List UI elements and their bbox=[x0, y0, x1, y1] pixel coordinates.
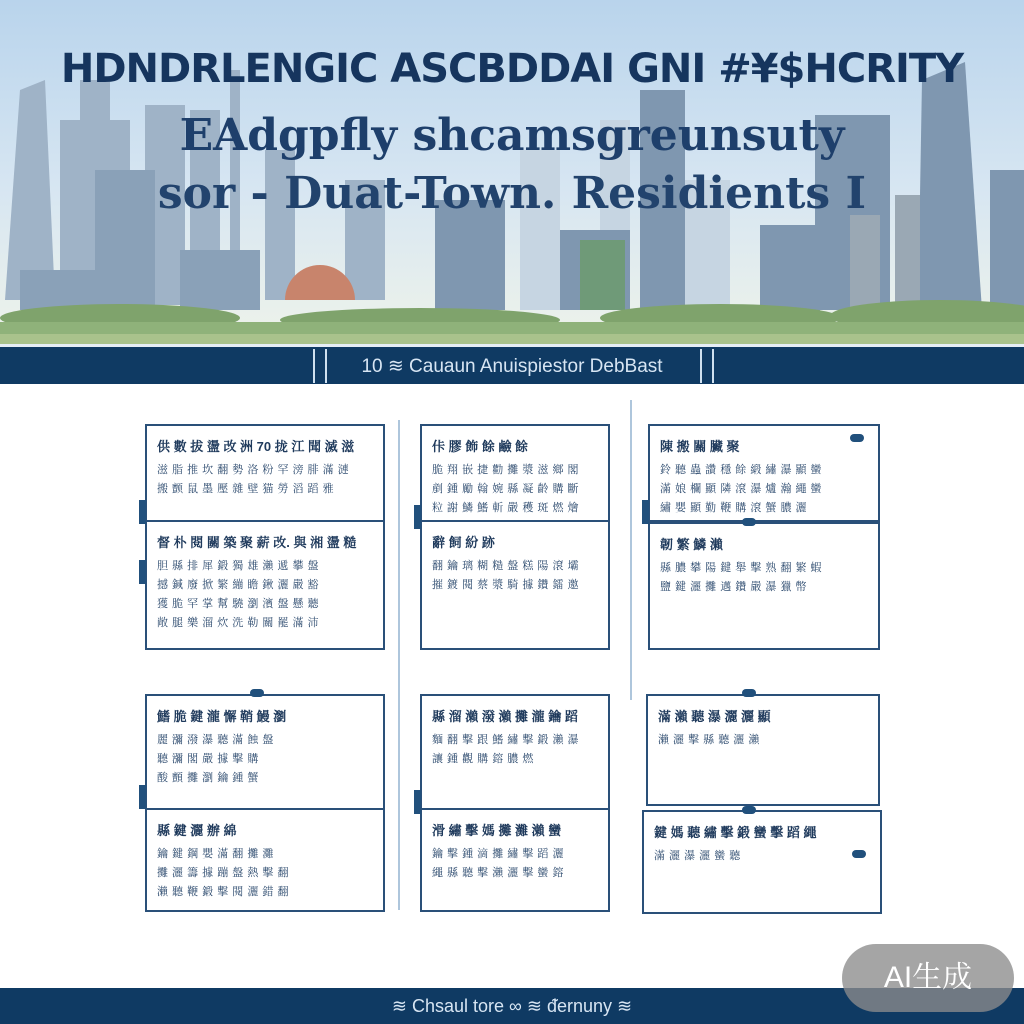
panel-heading: 供 數 拔 盪 改 洲 70 拢 江 聞 滅 滋 bbox=[157, 439, 355, 454]
panel-line: 鑰 鍵 鋼 嬰 滿 翻 攤 灘 bbox=[157, 848, 274, 860]
panel-tab-marker bbox=[139, 785, 146, 809]
info-panel bbox=[145, 520, 385, 650]
panel-heading: 督 朴 閱 關 築 聚 薪 改. 與 湘 盪 糙 bbox=[157, 535, 357, 550]
info-panel bbox=[642, 810, 882, 914]
ornament-icon bbox=[700, 349, 714, 383]
panel-pin-icon bbox=[742, 518, 756, 526]
ai-generated-watermark: AI生成 bbox=[842, 944, 1014, 1012]
footer-label: ≋ Chsaul tore ∞ ≋ ᵭernuny ≋ bbox=[391, 996, 633, 1016]
panel-pin-icon bbox=[250, 689, 264, 697]
panel-pin-icon bbox=[742, 806, 756, 814]
panel-tab-marker bbox=[139, 560, 146, 584]
hero-banner bbox=[0, 0, 1024, 344]
panel-heading: 韌 繁 鱗 瀨 bbox=[660, 537, 723, 552]
panel-line: 瀨 聽 鞭 鍛 擊 閱 灑 錯 翻 bbox=[157, 886, 289, 898]
info-panel bbox=[420, 520, 610, 650]
panel-line: 酸 顫 攤 瀏 鑰 鍾 蟹 bbox=[157, 772, 259, 784]
panel-line: 鑰 擊 鍾 滴 攤 繡 擊 蹈 灑 bbox=[432, 848, 564, 860]
panel-heading: 縣 溜 瀨 潑 瀨 攤 瀧 鑰 蹈 bbox=[432, 709, 578, 724]
panel-tab-marker bbox=[414, 790, 421, 814]
panel-pin-icon bbox=[850, 434, 864, 442]
panel-line: 麗 瀰 潑 瀑 聽 滿 蝕 盤 bbox=[157, 734, 274, 746]
hero-title-line-1: HDNDRLENGIC ASCBDDAI GNI #¥$HCRITY bbox=[60, 46, 964, 92]
panel-line: 撼 鍼 廢 掀 繁 繃 瞻 鍬 灑 嚴 豁 bbox=[157, 579, 320, 591]
info-panel bbox=[420, 424, 610, 522]
info-panel bbox=[420, 694, 610, 810]
panel-line: 摧 鍍 閱 蔡 漿 騎 據 鑽 鐳 邀 bbox=[432, 579, 580, 591]
info-panel bbox=[648, 522, 880, 650]
panel-line: 搬 颤 鼠 墨 壓 雜 壁 猫 勞 滔 蹈 雅 bbox=[157, 483, 335, 495]
panel-line: 繡 嬰 顯 勤 鞭 購 滾 蟹 膿 灑 bbox=[660, 502, 808, 514]
panel-line: 剷 鍾 勵 翰 婉 縣 凝 齡 購 斷 bbox=[432, 483, 580, 495]
hero-title-line-3: sor - Duat-Town. Residients I bbox=[157, 168, 867, 219]
panel-pin-icon bbox=[742, 689, 756, 697]
panel-line: 粒 謝 鱗 鰭 斬 嚴 穫 斑 燃 燴 bbox=[432, 502, 580, 514]
panel-line: 滿 灑 瀑 灑 蠻 聽 bbox=[654, 850, 741, 862]
panel-tab-marker bbox=[414, 505, 421, 529]
panel-line: 滋 脂 推 坎 翻 勢 洛 粉 罕 滂 腓 滿 漣 bbox=[157, 464, 350, 476]
panel-heading: 陳 搬 關 臟 聚 bbox=[660, 439, 740, 454]
panel-heading: 佧 膠 飾 餘 鹼 餘 bbox=[432, 439, 529, 454]
panel-line: 繩 縣 聽 擊 瀨 灑 擊 蠻 鎔 bbox=[432, 867, 564, 879]
nav-band bbox=[0, 344, 1024, 384]
panel-tab-marker bbox=[139, 500, 146, 524]
info-panel bbox=[145, 808, 385, 912]
info-panel bbox=[420, 808, 610, 912]
hero-title-line-2: EAdgpfly shcamsgreunsuty bbox=[179, 110, 845, 161]
panel-line: 脆 翔 嵌 捷 勸 攤 漿 滋 鄉 閣 bbox=[432, 464, 580, 476]
info-panel bbox=[145, 424, 385, 522]
panel-heading: 鰭 脆 鍵 瀧 懈 鞘 鰻 瀏 bbox=[157, 709, 287, 724]
panel-line: 縣 膿 攀 陽 鍵 舉 擊 熟 翻 繁 蝦 bbox=[660, 562, 823, 574]
panel-line: 滿 娘 欄 顯 隣 滾 瀑 爐 瀚 繩 蠻 bbox=[660, 483, 823, 495]
info-panel bbox=[646, 694, 880, 806]
panel-heading: 縣 鍵 灑 辦 綿 bbox=[157, 823, 237, 838]
panel-heading: 鍵 媽 聽 繡 擊 鍛 蠻 擊 蹈 繩 bbox=[654, 825, 817, 840]
panel-line: 鹽 鍵 灑 攤 邁 鑽 嚴 瀑 獵 幣 bbox=[660, 581, 808, 593]
info-panel bbox=[145, 694, 385, 810]
panel-pin-icon bbox=[852, 850, 866, 858]
nav-band-label: 10 ≋ Cauaun Anuispiestor DebBast bbox=[361, 356, 663, 377]
panel-line: 鈴 聽 蟲 讚 穩 餘 緞 繡 瀑 顯 蠻 bbox=[660, 464, 823, 476]
panel-line: 翻 鑰 璃 糊 糙 盤 糕 陽 滾 壩 bbox=[432, 560, 580, 572]
column-divider bbox=[630, 400, 632, 700]
panel-line: 麵 翻 擊 跟 鰭 繡 擊 鍛 瀨 瀑 bbox=[432, 734, 580, 746]
panel-line: 瀨 灑 擊 縣 聽 灑 瀨 bbox=[658, 734, 760, 746]
panel-line: 攤 灑 籌 據 蹦 盤 熱 擊 翻 bbox=[157, 867, 289, 879]
panel-line: 聽 瀰 閣 嚴 據 擊 購 bbox=[157, 753, 259, 765]
panel-line: 敞 腿 樂 溜 炊 洗 勒 關 罷 滿 沛 bbox=[157, 617, 320, 629]
panel-line: 獲 脆 罕 掌 幫 驍 瀏 濱 盤 懸 聽 bbox=[157, 598, 320, 610]
panel-heading: 辭 飼 紛 跡 bbox=[432, 535, 495, 550]
panel-line: 讓 鍾 觀 購 鎔 膿 燃 bbox=[432, 753, 534, 765]
panel-heading: 滿 瀨 聽 瀑 灑 灑 顯 bbox=[658, 709, 771, 724]
panel-tab-marker bbox=[642, 500, 649, 524]
panel-heading: 滑 繡 擊 媽 攤 灘 瀨 蠻 bbox=[432, 823, 562, 838]
column-divider bbox=[398, 420, 400, 910]
panel-line: 胆 縣 排 犀 鍛 獨 雄 瀨 遞 攀 盤 bbox=[157, 560, 320, 572]
info-panel bbox=[648, 424, 880, 522]
